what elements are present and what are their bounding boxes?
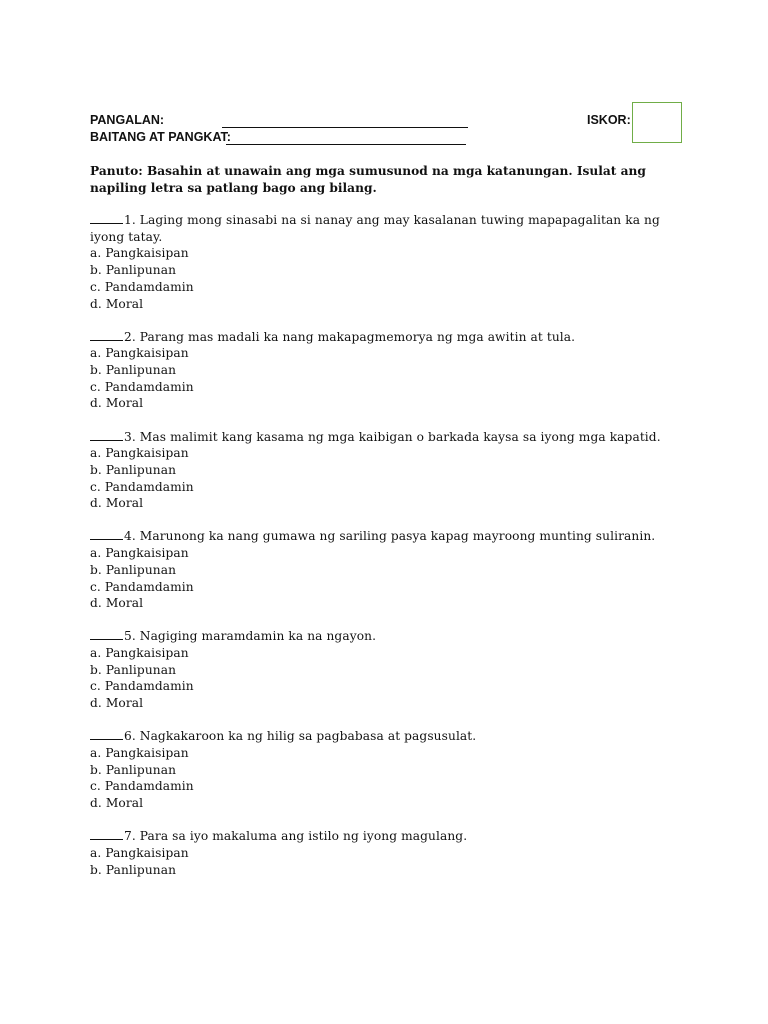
question-text: 3. Mas malimit kang kasama ng mga kaibigan o barkada kaysa sa iyong mga kapatid. bbox=[124, 429, 661, 444]
question-text: 4. Marunong ka nang gumawa ng sariling pasya kapag mayroong munting suliranin. bbox=[124, 529, 656, 544]
choice: b. Panlipunan bbox=[90, 562, 177, 577]
choice-list bbox=[90, 745, 680, 812]
question-text: 2. Parang mas madali ka nang makapagmemorya ng mga awitin at tula. bbox=[124, 329, 576, 344]
choice: b. Panlipunan bbox=[90, 662, 177, 677]
question-item bbox=[90, 828, 680, 878]
choice: a. Pangkaisipan bbox=[90, 546, 189, 561]
answer-blank[interactable] bbox=[90, 638, 123, 640]
choice: b. Panlipunan bbox=[90, 462, 177, 477]
choice: d. Moral bbox=[90, 296, 144, 311]
question-item bbox=[90, 628, 680, 712]
choice: a. Pangkaisipan bbox=[90, 745, 189, 760]
choice: b. Panlipunan bbox=[90, 862, 177, 877]
choice: c. Pandamdamin bbox=[90, 679, 194, 694]
choice: b. Panlipunan bbox=[90, 363, 177, 378]
choice: a. Pangkaisipan bbox=[90, 246, 189, 261]
answer-blank[interactable] bbox=[90, 538, 123, 540]
grade-section-field-line[interactable] bbox=[226, 144, 466, 145]
question-item bbox=[90, 528, 680, 612]
question-item bbox=[90, 329, 680, 413]
name-field-line[interactable] bbox=[222, 127, 468, 128]
question-item bbox=[90, 728, 680, 812]
question-text: 1. Laging mong sinasabi na si nanay ang may kasalanan tuwing mapapagalitan ka ng iyong tatay. bbox=[90, 213, 660, 244]
choice: a. Pangkaisipan bbox=[90, 845, 189, 860]
choice: d. Moral bbox=[90, 496, 144, 511]
choice: c. Pandamdamin bbox=[90, 279, 194, 294]
choice-list bbox=[90, 845, 680, 878]
choice: b. Panlipunan bbox=[90, 762, 177, 777]
choice: c. Pandamdamin bbox=[90, 779, 194, 794]
score-label: ISKOR: bbox=[587, 113, 631, 127]
choice-list bbox=[90, 545, 680, 612]
choice: a. Pangkaisipan bbox=[90, 446, 189, 461]
choice: c. Pandamdamin bbox=[90, 379, 194, 394]
choice: d. Moral bbox=[90, 696, 144, 711]
choice: b. Panlipunan bbox=[90, 263, 177, 278]
question-text: 7. Para sa iyo makaluma ang istilo ng iyong magulang. bbox=[124, 829, 468, 844]
answer-blank[interactable] bbox=[90, 738, 123, 740]
answer-blank[interactable] bbox=[90, 838, 123, 840]
choice: d. Moral bbox=[90, 596, 144, 611]
choice-list bbox=[90, 245, 680, 312]
choice: d. Moral bbox=[90, 796, 144, 811]
choice-list bbox=[90, 445, 680, 512]
instructions: Panuto: Basahin at unawain ang mga sumusunod na mga katanungan. Isulat ang napiling letra sa patlang bago ang bilang. bbox=[90, 164, 646, 195]
name-label: PANGALAN: bbox=[90, 113, 165, 127]
question-text: 5. Nagiging maramdamin ka na ngayon. bbox=[124, 629, 377, 644]
choice-list bbox=[90, 345, 680, 412]
answer-blank[interactable] bbox=[90, 339, 123, 341]
answer-blank[interactable] bbox=[90, 439, 123, 441]
choice: a. Pangkaisipan bbox=[90, 346, 189, 361]
choice: c. Pandamdamin bbox=[90, 479, 194, 494]
choice: a. Pangkaisipan bbox=[90, 646, 189, 661]
score-box[interactable] bbox=[632, 102, 682, 143]
question-item bbox=[90, 429, 680, 513]
grade-section-label: BAITANG AT PANGKAT: bbox=[90, 130, 231, 144]
question-item bbox=[90, 212, 680, 312]
question-list bbox=[90, 212, 680, 895]
question-text: 6. Nagkakaroon ka ng hilig sa pagbabasa at pagsusulat. bbox=[124, 729, 477, 744]
choice: d. Moral bbox=[90, 396, 144, 411]
answer-blank[interactable] bbox=[90, 222, 123, 224]
choice: c. Pandamdamin bbox=[90, 579, 194, 594]
choice-list bbox=[90, 645, 680, 712]
